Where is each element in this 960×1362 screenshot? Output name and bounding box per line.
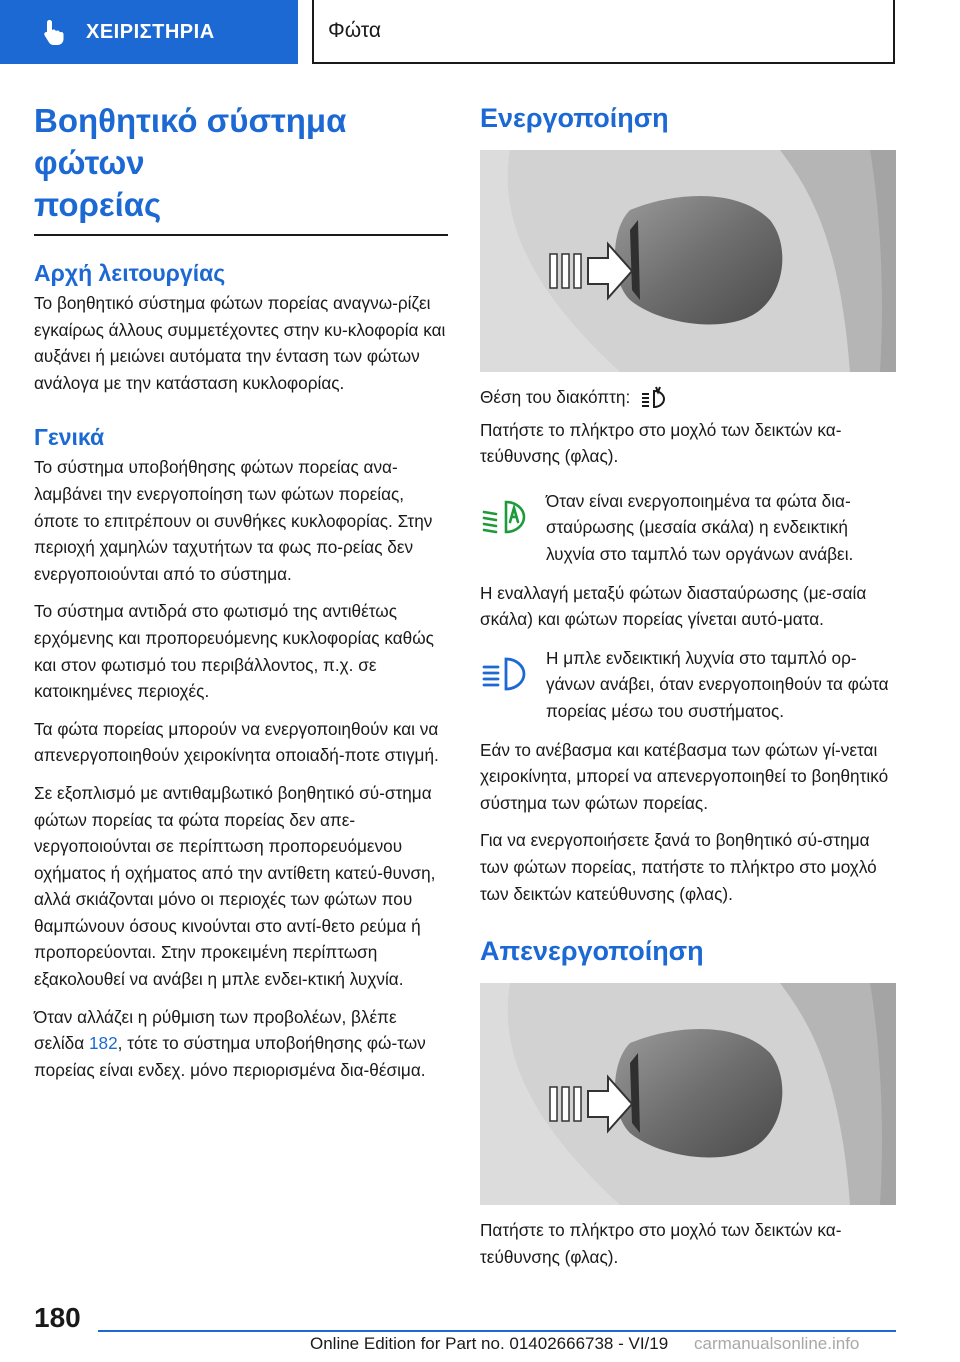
title-divider bbox=[34, 234, 448, 236]
paragraph-activation-2: Η εναλλαγή μεταξύ φώτων διασταύρωσης (με-σαία σκάλα) και φώτων πορείας γίνεται αυτό-ματα. bbox=[480, 582, 867, 630]
section-tab-controls[interactable] bbox=[0, 0, 298, 64]
hand-pointer-icon bbox=[40, 17, 70, 47]
high-beam-assist-icon bbox=[640, 385, 666, 409]
indicator-row-2 bbox=[480, 645, 896, 725]
chapter-header bbox=[312, 0, 895, 64]
switch-position-label: Θέση του διακόπτη: bbox=[480, 387, 631, 407]
paragraph-activation-1: Πατήστε το πλήκτρο στο μοχλό των δεικτών κα-τεύθυνσης (φλας). bbox=[480, 419, 842, 467]
switch-position-line bbox=[480, 384, 896, 411]
right-column bbox=[480, 100, 896, 1270]
paragraph-deactivation-1: Πατήστε το πλήκτρο στο μοχλό των δεικτών κα-τεύθυνσης (φλας). bbox=[480, 1220, 842, 1267]
left-column bbox=[34, 100, 448, 1083]
indicator-row-1 bbox=[480, 488, 896, 568]
stalk-photo-activation bbox=[480, 150, 896, 372]
paragraph-activation-4: Για να ενεργοποιήσετε ξανά το βοηθητικό σύ-στημα των φώτων πορείας, πατήστε το πλήκτρο στο μοχλό των δεικτών κατεύθυνσης (φλας). bbox=[480, 830, 877, 904]
paragraph-general-3: Τα φώτα πορείας μπορούν να ενεργοποιηθούν και να απενεργοποιηθούν χειροκίνητα οποιαδή-ποτε στιγμή. bbox=[34, 718, 439, 766]
footer-divider bbox=[98, 1330, 896, 1332]
paragraph-principle: Το βοηθητικό σύστημα φώτων πορείας αναγνω-ρίζει εγκαίρως άλλους συμμετέχοντες στην κυ-κλοφορία και αυξάνει ή μειώνει αυτόματα την ένταση των φώτων ανάλογα με την κατάσταση κυκλοφορίας. bbox=[34, 293, 446, 393]
indicator-text-1: Όταν είναι ενεργοποιημένα τα φώτα δια-σταύρωσης (μεσαία σκάλα) η ενδεικτική λυχνία στο ταμπλό των οργάνων ανάβει. bbox=[546, 490, 854, 564]
tab-label: ΧΕΙΡΙΣΤΗΡΙΑ bbox=[86, 20, 215, 43]
heading-deactivation: Απενεργοποίηση bbox=[480, 936, 704, 967]
paragraph-general-2: Το σύστημα αντιδρά στο φωτισμό της αντιθέτως ερχόμενης και προπορευόμενης κυκλοφορίας καθώς και στον φωτισμό του περιβάλλοντος, π.χ. σε κατοικημένες περιοχές. bbox=[34, 601, 434, 702]
paragraph-general-1: Το σύστημα υποβοήθησης φώτων πορείας ανα-λαμβάνει την ενεργοποίηση των φώτων πορείας, όποτε το επιτρέπουν οι συνθήκες κυκλοφορίας. Στην περιοχή χαμηλών ταχυτήτων τα φως πο-ρείας δεν ενεργοποιούνται από το σύστημα. bbox=[34, 457, 433, 584]
footer-watermark: carmanualsonline.info bbox=[694, 1334, 860, 1353]
heading-general: Γενικά bbox=[34, 424, 105, 451]
page-number: 180 bbox=[34, 1302, 81, 1333]
low-beam-assist-indicator-icon bbox=[480, 496, 528, 536]
paragraph-general-5: Όταν αλλάζει η ρύθμιση των προβολέων, βλέπε σελίδα 182, τότε το σύστημα υποβοήθησης φώ-των πορείας είναι ενδεχ. μόνο περιορισμένα δια-θέσιμα. bbox=[34, 1006, 426, 1080]
paragraph-activation-3: Εάν το ανέβασμα και κατέβασμα των φώτων γί-νεται χειροκίνητα, μπορεί να απενεργοποιηθεί το βοηθητικό σύστημα των φώτων πορείας. bbox=[480, 739, 889, 813]
page-reference-link[interactable]: 182 bbox=[88, 1033, 118, 1054]
heading-principle: Αρχή λειτουργίας bbox=[34, 260, 226, 286]
high-beam-indicator-icon bbox=[480, 653, 528, 693]
page-title: Βοηθητικό σύστημα φώτων πορείας bbox=[34, 102, 347, 223]
footer-edition: Online Edition for Part no. 01402666738 - VI/19 bbox=[310, 1334, 669, 1353]
heading-activation: Ενεργοποίηση bbox=[480, 103, 669, 133]
indicator-text-2: Η μπλε ενδεικτική λυχνία στο ταμπλό ορ-γάνων ανάβει, όταν ενεργοποιηθούν τα φώτα πορείας μέσω του συστήματος. bbox=[546, 647, 889, 721]
chapter-title: Φώτα bbox=[328, 19, 381, 42]
paragraph-general-4: Σε εξοπλισμό με αντιθαμβωτικό βοηθητικό σύ-στημα φώτων πορείας τα φώτα πορείας δεν απε-νεργοποιούνται σε περίπτωση προπορευόμενου οχήματος ή οχήματος από την αντίθετη κατεύ-θυνση, αλλά σκιάζονται μόνο οι περιοχές των φώτων που θαμπώνουν όσους κινούνται στο αντί-θετο ρεύμα ή προπορεύονται. Στην προκειμένη περίπτωση εξακολουθεί να ανάβει η μπλε ενδει-κτική λυχνία. bbox=[34, 782, 436, 990]
stalk-photo-deactivation bbox=[480, 983, 896, 1205]
